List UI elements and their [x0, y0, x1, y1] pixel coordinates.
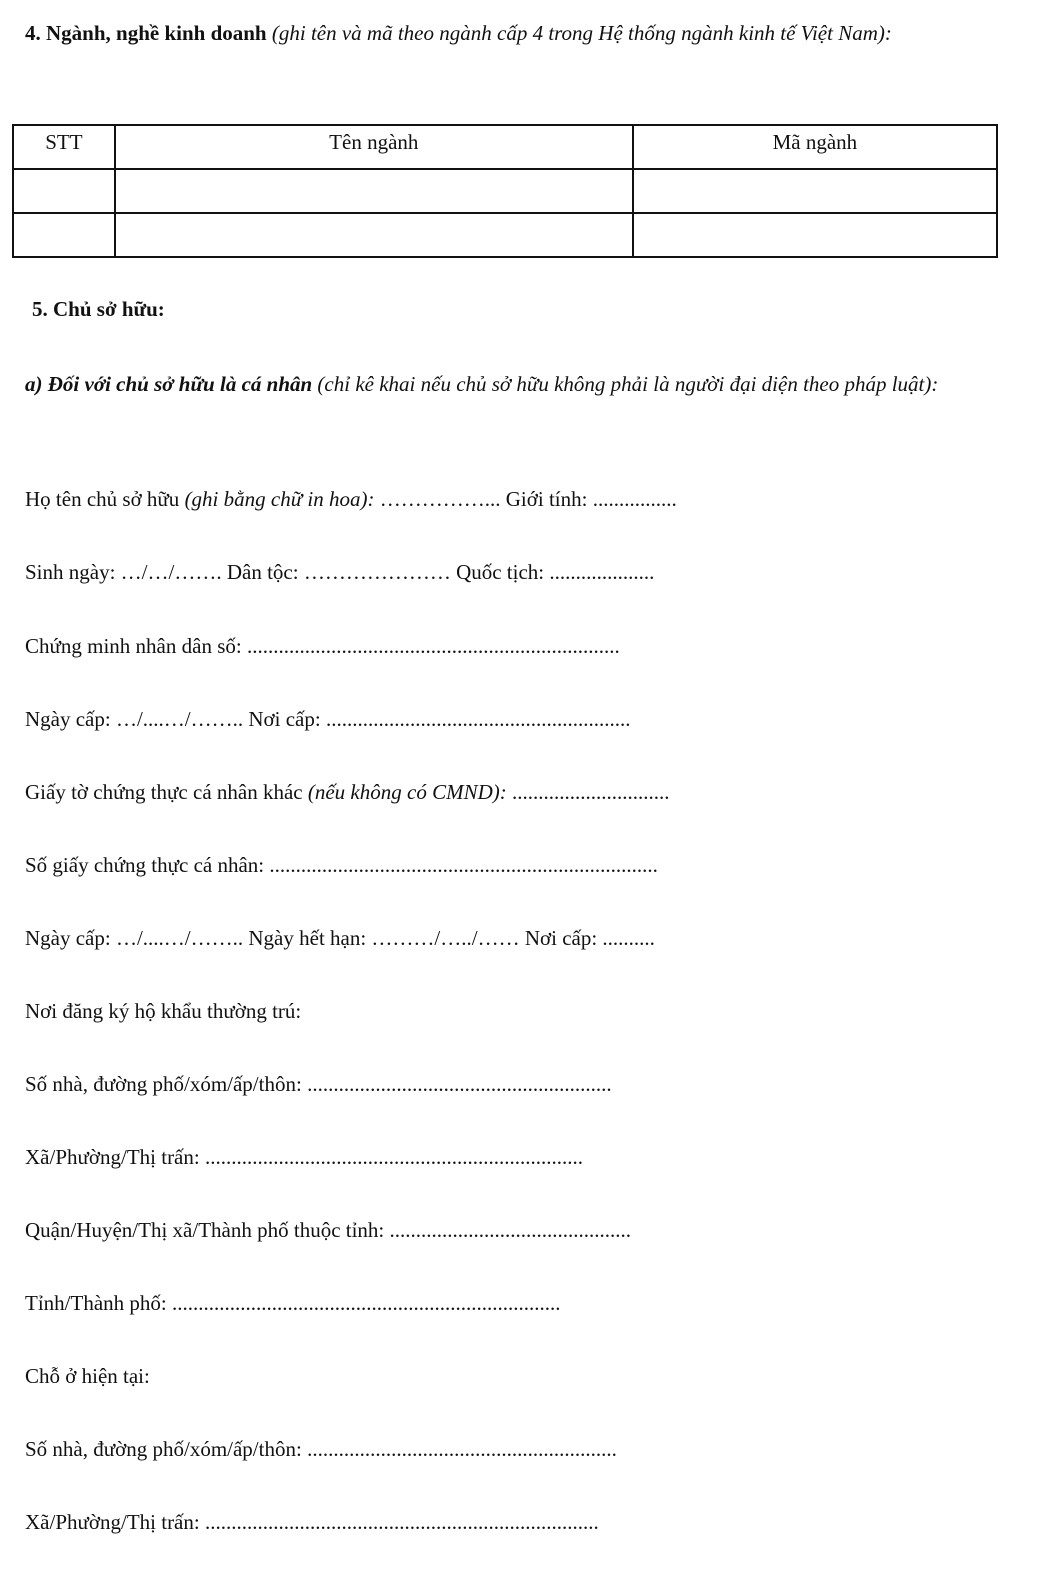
- permanent-street-line: Số nhà, đường phố/xóm/ấp/thôn: ..........................................................: [25, 1072, 612, 1096]
- current-residence-label: Chỗ ở hiện tại:: [25, 1364, 150, 1388]
- section-4-heading: 4. Ngành, nghề kinh doanh: [25, 21, 267, 45]
- section-4-paragraph: [25, 14, 1040, 53]
- permanent-district-line: Quận/Huyện/Thị xã/Thành phố thuộc tỉnh: ..............................................: [25, 1218, 632, 1242]
- owner-name-note: (ghi bằng chữ in hoa):: [184, 487, 375, 511]
- column-header-stt: STT: [13, 125, 115, 169]
- section-5a-heading: a) Đối với chủ sở hữu là cá nhân: [25, 372, 313, 396]
- owner-name-rest: ……………... Giới tính: ................: [374, 487, 677, 511]
- table-cell[interactable]: [115, 213, 633, 257]
- table-row: [13, 169, 997, 213]
- other-id-label: Giấy tờ chứng thực cá nhân khác: [25, 780, 308, 804]
- table-cell[interactable]: [115, 169, 633, 213]
- column-header-ma-nganh: Mã ngành: [633, 125, 997, 169]
- current-ward-line: Xã/Phường/Thị trấn: ...........................................................................: [25, 1510, 599, 1534]
- id-card-number-line: Chứng minh nhân dân số: .......................................................................: [25, 634, 620, 658]
- other-id-rest: ..............................: [506, 780, 670, 804]
- section-5a-note: (chỉ kê khai nếu chủ sở hữu không phải là người đại diện theo pháp luật):: [317, 372, 939, 396]
- owner-name-label: Họ tên chủ sở hữu: [25, 487, 185, 511]
- other-id-note: (nếu không có CMND):: [307, 780, 507, 804]
- column-header-ten-nganh: Tên ngành: [115, 125, 633, 169]
- table-cell[interactable]: [13, 169, 115, 213]
- issue-expiry-place-line: Ngày cấp: …/....…/…….. Ngày hết hạn: ………/…../…… Nơi cấp: ..........: [25, 926, 655, 950]
- id-document-number-line: Số giấy chứng thực cá nhân: ..........................................................................: [25, 853, 658, 877]
- permanent-ward-line: Xã/Phường/Thị trấn: ........................................................................: [25, 1145, 583, 1169]
- permanent-residence-label: Nơi đăng ký hộ khẩu thường trú:: [25, 999, 302, 1023]
- section-4-note: (ghi tên và mã theo ngành cấp 4 trong Hệ thống ngành kinh tế Việt Nam):: [271, 21, 892, 45]
- other-id-document-line: [25, 776, 669, 808]
- owner-name-line: [25, 483, 677, 515]
- table-cell[interactable]: [13, 213, 115, 257]
- current-street-line: Số nhà, đường phố/xóm/ấp/thôn: ...........................................................: [25, 1437, 617, 1461]
- section-5-heading: 5. Chủ sở hữu:: [32, 297, 165, 321]
- table-row: [13, 213, 997, 257]
- permanent-province-line: Tỉnh/Thành phố: ..........................................................................: [25, 1291, 561, 1315]
- issue-date-place-line: Ngày cấp: …/....…/…….. Nơi cấp: ..........................................................: [25, 707, 631, 731]
- business-lines-table: [12, 124, 998, 258]
- section-5a-paragraph: [25, 365, 1040, 404]
- table-header-row: [13, 125, 997, 169]
- table-cell[interactable]: [633, 169, 997, 213]
- table-cell[interactable]: [633, 213, 997, 257]
- birth-ethnicity-nationality-line: Sinh ngày: …/…/……. Dân tộc: ………………… Quốc tịch: ....................: [25, 560, 655, 584]
